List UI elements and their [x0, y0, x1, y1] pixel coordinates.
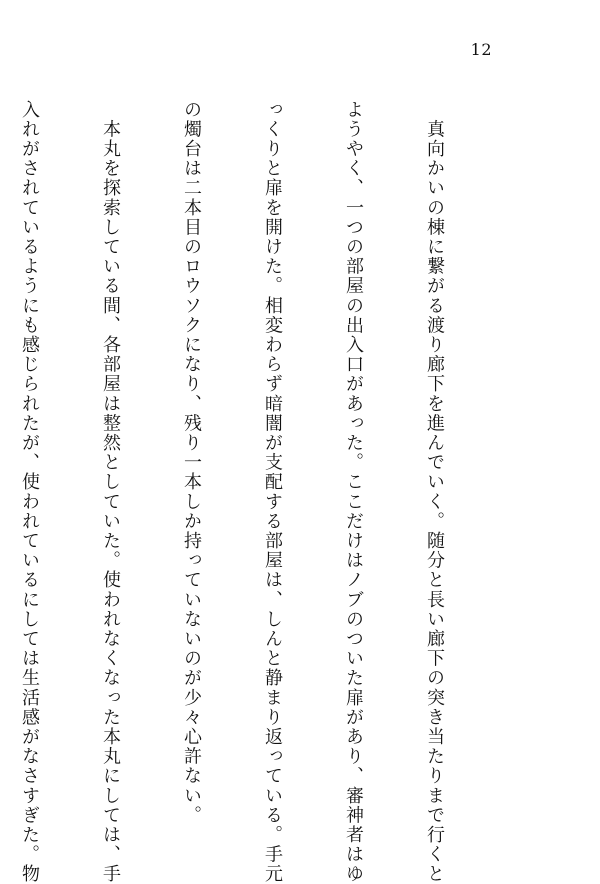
text-line: っくりと扉を開けた。相変わらず暗闇が支配する部屋は、しんと静まり返っている。手元	[262, 100, 283, 884]
text-line: 入れがされているようにも感じられたが、使われているにしては生活感がなさすぎた。物	[19, 100, 40, 884]
text-line: 真向かいの棟に繋がる渡り廊下を進んでいく。随分と長い廊下の突き当たりまで行くと	[424, 100, 445, 884]
text-line: の燭台は二本目のロウソクになり、残り一本しか持っていないのが少々心許ない。	[181, 100, 202, 826]
text-line: 本丸を探索している間、各部屋は整然としていた。使われなくなった本丸にしては、手	[100, 100, 121, 884]
novel-text-body	[0, 100, 502, 884]
text-line: ようやく、一つの部屋の出入口があった。ここだけはノブのついた扉があり、審神者はゆ	[343, 100, 364, 884]
page-number: 12	[470, 40, 492, 59]
